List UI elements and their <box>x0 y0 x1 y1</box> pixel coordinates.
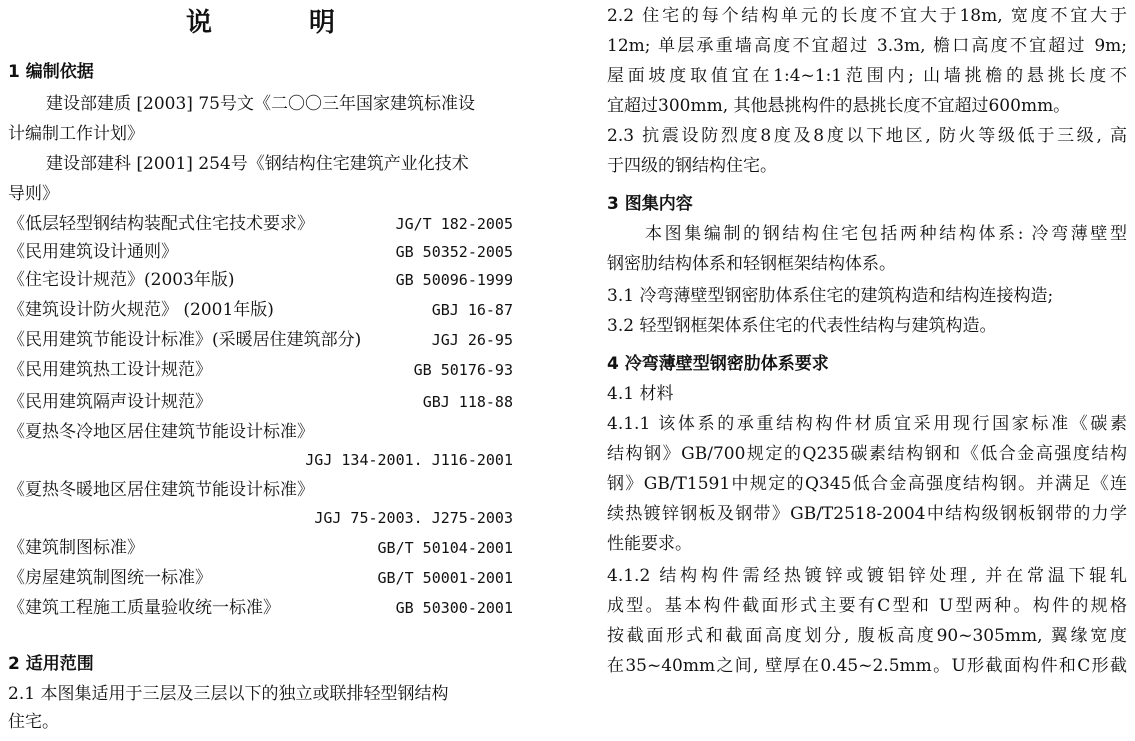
reference-name: 《低层轻型钢结构装配式住宅技术要求》 <box>8 214 314 234</box>
paragraph-line: 于四级的钢结构住宅。 <box>607 156 777 176</box>
reference-code: JGJ 75-2003. J275-2003 <box>314 509 513 527</box>
reference-row <box>8 564 513 592</box>
paragraph-line: 钢密肋结构体系和轻钢框架结构体系。 <box>607 254 896 274</box>
paragraph-line: 在35~40mm之间, 壁厚在0.45~2.5mm。U形截面构件和C形截 <box>607 656 1127 676</box>
reference-row <box>8 534 513 562</box>
basis-line: 建设部建科 [2001] 254号《钢结构住宅建筑产业化技术 <box>46 154 469 174</box>
reference-code: GB 50176-93 <box>413 361 513 379</box>
reference-name: 《民用建筑设计通则》 <box>8 242 178 262</box>
subsection-4-1-heading: 4.1 材料 <box>607 384 674 404</box>
basis-line: 建设部建质 [2003] 75号文《二〇〇三年国家建筑标准设 <box>46 94 475 114</box>
reference-code: GBJ 16-87 <box>431 301 513 319</box>
reference-row <box>8 356 513 384</box>
scope-line: 住宅。 <box>8 712 59 732</box>
paragraph-line: 4.1.2 结构构件需经热镀锌或镀铝锌处理, 并在常温下辊轧 <box>607 566 1127 586</box>
reference-name: 《民用建筑节能设计标准》(采暖居住建筑部分) <box>8 330 362 350</box>
reference-code: JG/T 182-2005 <box>395 215 513 233</box>
basis-line: 计编制工作计划》 <box>8 124 144 144</box>
paragraph-line: 续热镀锌钢板及钢带》GB/T2518-2004中结构级钢板钢带的力学 <box>607 504 1127 524</box>
section-4-heading: 4 冷弯薄壁型钢密肋体系要求 <box>607 354 829 374</box>
reference-code: GB 50096-1999 <box>395 271 513 289</box>
reference-name: 《建筑设计防火规范》 (2001年版) <box>8 300 274 320</box>
paragraph-line: 按截面形式和截面高度划分, 腹板高度90~305mm, 翼缘宽度 <box>607 626 1127 646</box>
section-1-heading: 1 编制依据 <box>8 62 94 82</box>
reference-code: GB 50352-2005 <box>395 243 513 261</box>
reference-code: JGJ 26-95 <box>431 331 513 349</box>
reference-name: 《住宅设计规范》(2003年版) <box>8 270 235 290</box>
reference-row <box>8 594 513 622</box>
reference-name: 《民用建筑隔声设计规范》 <box>8 392 212 412</box>
reference-code: GB/T 50104-2001 <box>377 539 513 557</box>
reference-code: JGJ 134-2001. J116-2001 <box>305 451 513 469</box>
section-2-heading: 2 适用范围 <box>8 654 94 674</box>
paragraph-line: 宜超过300mm, 其他悬挑构件的悬挑长度不宜超过600mm。 <box>607 96 1071 116</box>
paragraph-line: 3.2 轻型钢框架体系住宅的代表性结构与建筑构造。 <box>607 316 997 336</box>
paragraph-line: 钢》GB/T1591中规定的Q345低合金高强度结构钢。并满足《连 <box>607 474 1127 494</box>
reference-row <box>8 388 513 416</box>
reference-name: 《房屋建筑制图统一标准》 <box>8 568 212 588</box>
reference-row <box>8 210 513 238</box>
paragraph-line: 屋面坡度取值宜在1:4~1:1范围内; 山墙挑檐的悬挑长度不 <box>607 66 1127 86</box>
paragraph-line: 2.2 住宅的每个结构单元的长度不宜大于18m, 宽度不宜大于 <box>607 6 1127 26</box>
reference-name: 《民用建筑热工设计规范》 <box>8 360 212 380</box>
paragraph-line: 结构钢》GB/700规定的Q235碳素结构钢和《低合金高强度结构 <box>607 444 1127 464</box>
reference-name: 《建筑工程施工质量验收统一标准》 <box>8 598 280 618</box>
reference-code: GB 50300-2001 <box>395 599 513 617</box>
paragraph-line: 2.3 抗震设防烈度8度及8度以下地区, 防火等级低于三级, 高 <box>607 126 1127 146</box>
paragraph-line: 本图集编制的钢结构住宅包括两种结构体系: 冷弯薄壁型 <box>645 224 1127 244</box>
scope-line: 2.1 本图集适用于三层及三层以下的独立或联排轻型钢结构 <box>8 684 449 704</box>
reference-name: 《夏热冬冷地区居住建筑节能设计标准》 <box>8 422 314 442</box>
reference-row <box>8 296 513 324</box>
reference-name: 《建筑制图标准》 <box>8 538 144 558</box>
reference-code: GB/T 50001-2001 <box>377 569 513 587</box>
paragraph-line: 3.1 冷弯薄壁型钢密肋体系住宅的建筑构造和结构连接构造; <box>607 286 1054 306</box>
paragraph-line: 12m; 单层承重墙高度不宜超过 3.3m, 檐口高度不宜超过 9m; <box>607 36 1127 56</box>
reference-name: 《夏热冬暖地区居住建筑节能设计标准》 <box>8 480 314 500</box>
reference-row <box>8 266 513 294</box>
paragraph-line: 4.1.1 该体系的承重结构构件材质宜采用现行国家标准《碳素 <box>607 414 1127 434</box>
paragraph-line: 性能要求。 <box>607 534 692 554</box>
reference-row <box>8 238 513 266</box>
basis-line: 导则》 <box>8 184 59 204</box>
reference-code: GBJ 118-88 <box>422 393 513 411</box>
page-title: 说 明 <box>185 8 380 38</box>
section-3-heading: 3 图集内容 <box>607 194 693 214</box>
reference-row <box>8 326 513 354</box>
paragraph-line: 成型。基本构件截面形式主要有C型和 U型两种。构件的规格 <box>607 596 1127 616</box>
